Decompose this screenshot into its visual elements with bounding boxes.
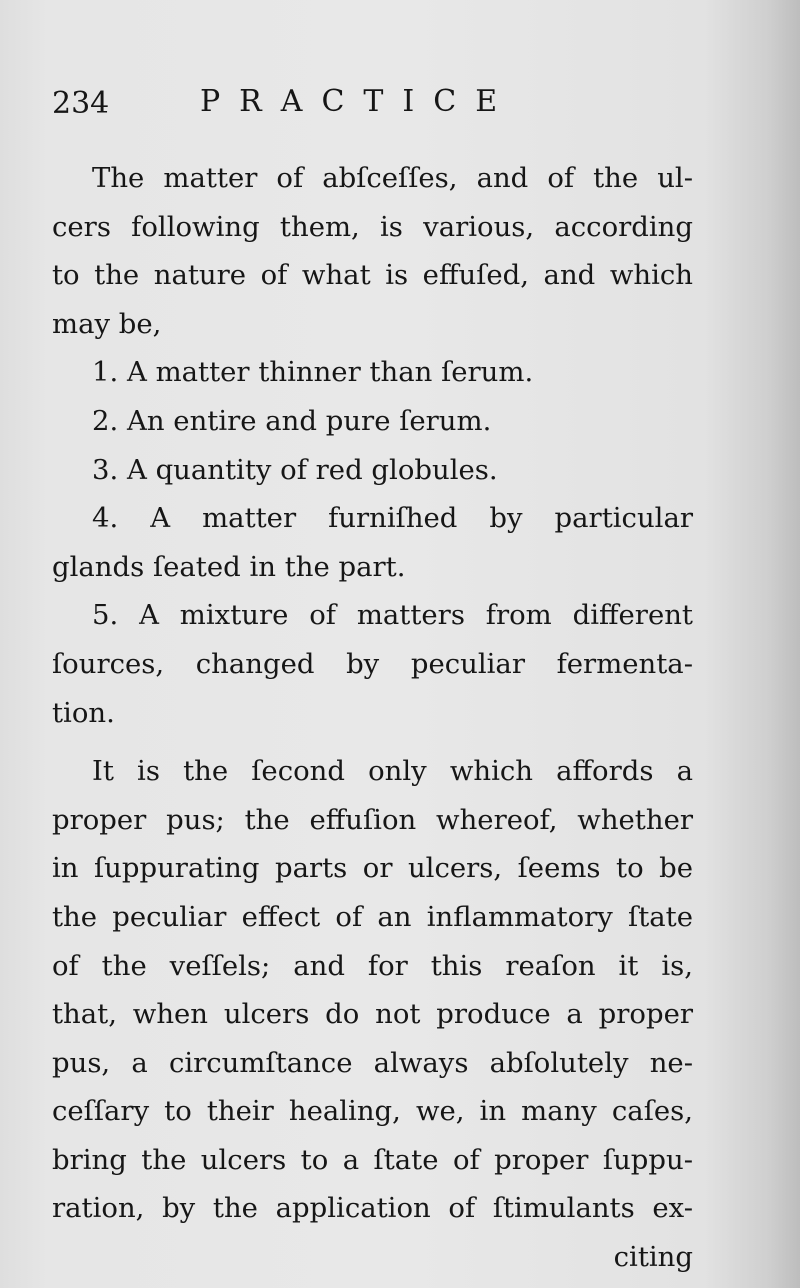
catchword: citing bbox=[613, 1241, 693, 1274]
list-item-continuation: glands ſeated in the part. bbox=[52, 550, 406, 583]
text-line: to the nature of what is effuſed, and which bbox=[52, 259, 693, 292]
text-line: may be, bbox=[52, 307, 162, 340]
text-line: that, when ulcers do not produce a proper bbox=[52, 998, 693, 1031]
text-line: pus, a circumſtance always abſolutely ne- bbox=[52, 1046, 693, 1079]
text-line: cers following them, is various, according bbox=[52, 210, 693, 243]
list-item: 3. A quantity of red globules. bbox=[92, 453, 498, 486]
text-line: ration, by the application of ſtimulants ex- bbox=[52, 1192, 693, 1225]
list-item-continuation: tion. bbox=[52, 696, 115, 729]
list-item: 1. A matter thinner than ſerum. bbox=[92, 356, 534, 389]
list-item: 5. A mixture of matters from different bbox=[92, 599, 693, 632]
text-line: It is the ſecond only which affords a bbox=[92, 755, 693, 788]
text-line: of the veſſels; and for this reaſon it is, bbox=[52, 949, 693, 982]
text-line: ceſſary to their healing, we, in many caſes, bbox=[52, 1095, 693, 1128]
text-line: The matter of abſceſſes, and of the ul- bbox=[92, 162, 693, 194]
body-text bbox=[52, 154, 693, 1282]
list-item: 4. A matter furniſhed by particular bbox=[92, 502, 693, 535]
running-head: PRACTICE bbox=[200, 84, 517, 119]
text-line: in ſuppurating parts or ulcers, ſeems to be bbox=[52, 852, 693, 885]
list-item-continuation: ſources, changed by peculiar fermenta- bbox=[52, 647, 693, 680]
text-line: the peculiar effect of an inflammatory ſtate bbox=[52, 900, 693, 933]
page-header bbox=[52, 82, 672, 126]
list-item: 2. An entire and pure ſerum. bbox=[92, 404, 492, 437]
text-line: proper pus; the effuſion whereof, whether bbox=[52, 803, 693, 836]
page-number: 234 bbox=[52, 86, 110, 121]
text-line: bring the ulcers to a ſtate of proper ſuppu- bbox=[52, 1143, 693, 1176]
